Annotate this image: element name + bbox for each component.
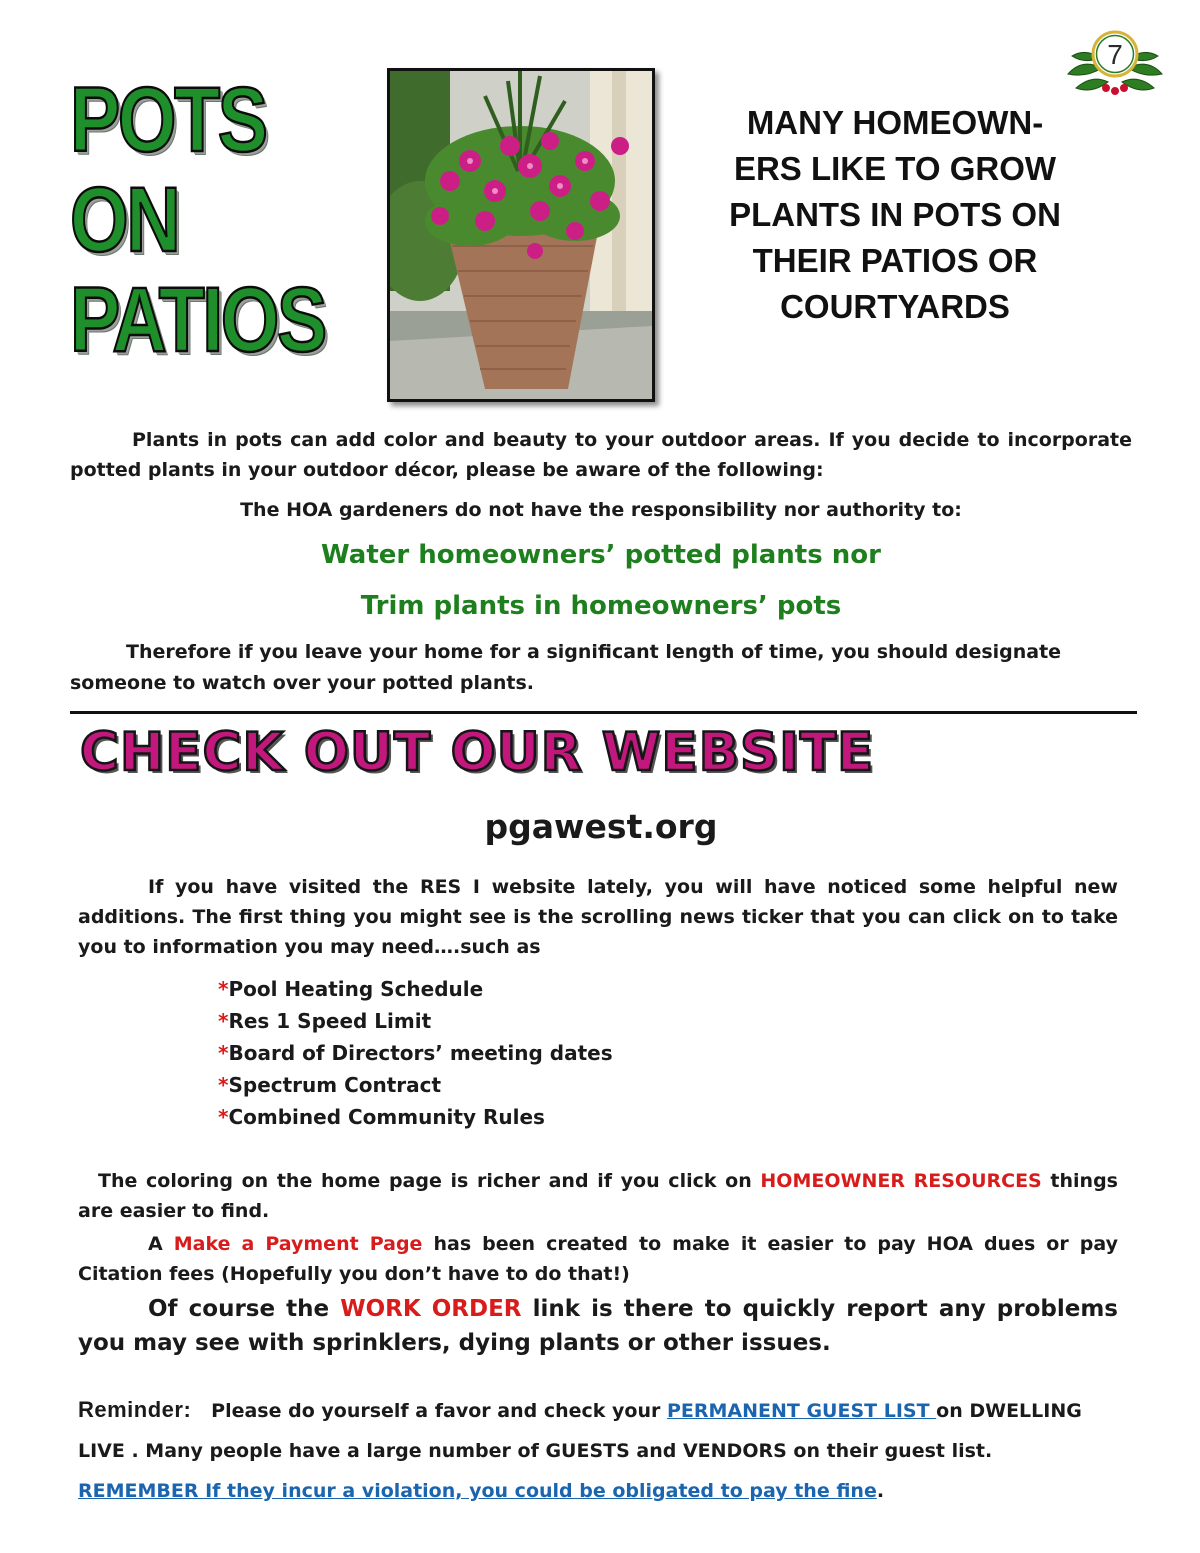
intro-paragraph (70, 425, 1132, 485)
trim-notice: Trim plants in homeowners’ pots (360, 591, 842, 621)
gardeners-notice: The HOA gardeners do not have the responsibility nor authority to: (240, 499, 962, 521)
coloring-text-after: things are easier to find. (78, 1170, 1118, 1222)
list-item-label: Spectrum Contract (228, 1073, 442, 1097)
water-notice: Water homeowners’ potted plants nor (321, 540, 881, 570)
headline-line: ERS LIKE TO GROW (733, 150, 1057, 187)
title-line-3: PATIOS (70, 269, 325, 371)
reminder-label: Reminder: (78, 1397, 192, 1422)
bullet-star: * (218, 1041, 229, 1065)
list-item (218, 973, 818, 1005)
headline-line: COURTYARDS (780, 288, 1010, 325)
headline-line: PLANTS IN POTS ON (729, 196, 1061, 233)
work-order-highlight: WORK ORDER (340, 1296, 522, 1322)
permanent-guest-list-link[interactable]: PERMANENT GUEST LIST (666, 1400, 937, 1422)
homeowner-resources-highlight: HOMEOWNER RESOURCES (760, 1170, 1042, 1192)
list-item-label: Combined Community Rules (228, 1105, 545, 1129)
reminder-paragraph (78, 1390, 1118, 1511)
list-item (218, 1101, 818, 1133)
remember-violation-link[interactable]: REMEMBER If they incur a violation, you could be obligated to pay the fine (78, 1480, 877, 1502)
bullet-star: * (218, 1009, 229, 1033)
make-payment-highlight: Make a Payment Page (173, 1233, 423, 1255)
page-number: 7 (1107, 39, 1123, 70)
work-order-text-after: link is there to quickly report any problems you may see with sprinklers, dying plants or other issues. (78, 1296, 1118, 1356)
coloring-text-before: The coloring on the home page is richer and if you click on (98, 1170, 761, 1192)
reminder-text-1: Please do yourself a favor and check your (211, 1400, 667, 1422)
payment-text-after: has been created to make it easier to pay HOA dues or pay Citation fees (Hopefully you don’t have to do that!) (78, 1233, 1118, 1285)
title-line-2: ON (70, 169, 179, 271)
designate-paragraph (70, 637, 1132, 699)
potted-plant-photo (387, 68, 655, 402)
website-url[interactable]: pgawest.org (484, 807, 718, 846)
coloring-paragraph (78, 1166, 1118, 1226)
ticker-items-list (218, 973, 818, 1133)
list-item (218, 1005, 818, 1037)
list-item-label: Board of Directors’ meeting dates (228, 1041, 613, 1065)
headline-line: MANY HOMEOWN- (746, 104, 1044, 141)
website-paragraph (78, 872, 1118, 962)
list-item (218, 1069, 818, 1101)
payment-text-before: A (148, 1233, 174, 1255)
website-banner: CHECK OUT OUR WEBSITE (80, 722, 875, 783)
headline (680, 100, 1110, 330)
page-number-badge (1062, 22, 1168, 102)
bullet-star: * (218, 977, 229, 1001)
intro-paragraph-text: Plants in pots can add color and beauty to your outdoor areas. If you decide to incorporate potted plants in your outdoor décor, please be aware of the following: (70, 429, 1132, 481)
page-title (70, 69, 325, 371)
list-item (218, 1037, 818, 1069)
section-divider (70, 711, 1137, 714)
headline-line: THEIR PATIOS OR (752, 242, 1038, 279)
list-item-label: Pool Heating Schedule (228, 977, 484, 1001)
title-line-1: POTS (70, 69, 266, 171)
holly-berry-icon (1102, 84, 1128, 95)
reminder-end: . (876, 1480, 885, 1502)
designate-paragraph-text: Therefore if you leave your home for a significant length of time, you should designate someone to watch over your potted plants. (70, 641, 1062, 694)
reminder-text-2: on DWELLING LIVE . Many people have a large number of GUESTS and VENDORS on their guest list. (78, 1400, 1082, 1462)
list-item-label: Res 1 Speed Limit (228, 1009, 432, 1033)
bullet-star: * (218, 1105, 229, 1129)
bullet-star: * (218, 1073, 229, 1097)
work-order-paragraph (78, 1292, 1118, 1360)
payment-paragraph (78, 1229, 1118, 1289)
website-paragraph-text: If you have visited the RES I website lately, you will have noticed some helpful new additions. The first thing you might see is the scrolling news ticker that you can click on to take you to information you may need….such as (78, 876, 1118, 958)
work-order-text-before: Of course the (148, 1296, 341, 1322)
